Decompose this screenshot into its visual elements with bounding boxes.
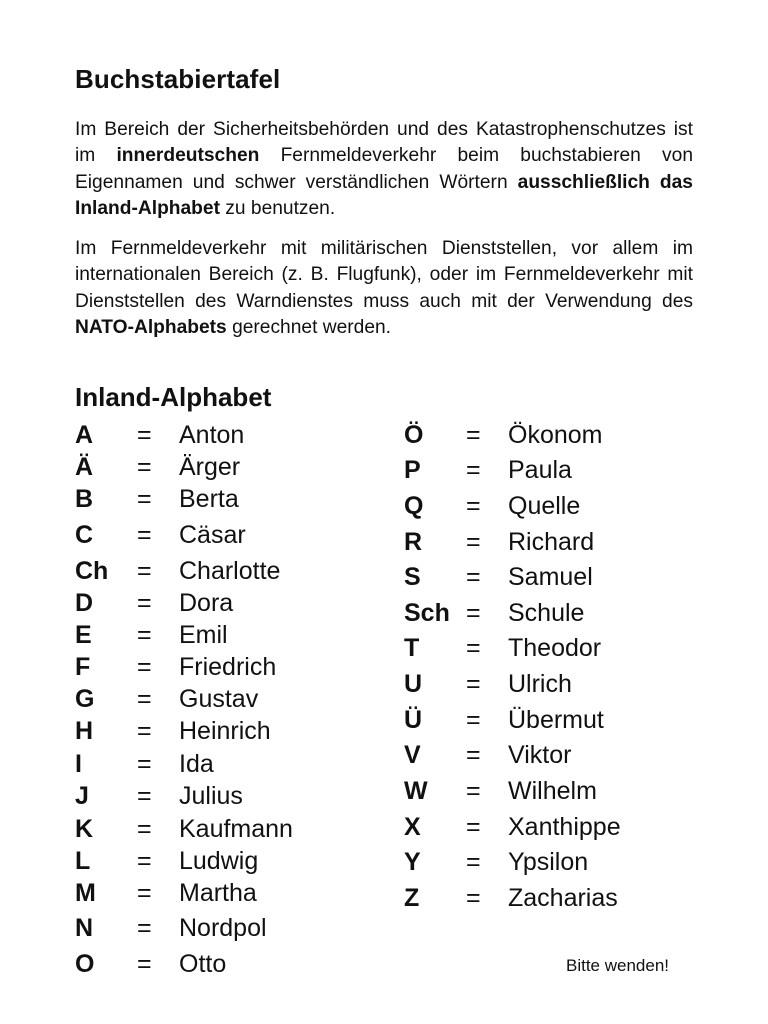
equals-sign: = (466, 599, 481, 627)
alphabet-letter: P (404, 456, 421, 484)
equals-sign: = (137, 421, 152, 449)
alphabet-letter: Ch (75, 557, 109, 585)
alphabet-word: Übermut (508, 706, 604, 734)
paragraph-text: gerechnet werden. (226, 316, 391, 338)
equals-sign: = (466, 634, 481, 662)
alphabet-letter: D (75, 589, 94, 617)
alphabet-letter: J (75, 782, 89, 810)
equals-sign: = (466, 421, 481, 449)
equals-sign: = (137, 879, 152, 907)
equals-sign: = (137, 485, 152, 513)
alphabet-word: Charlotte (179, 557, 281, 585)
equals-sign: = (466, 777, 481, 805)
alphabet-word: Viktor (508, 741, 572, 769)
emphasis-text: innerdeutschen (116, 145, 260, 167)
alphabet-word: Gustav (179, 685, 259, 713)
alphabet-letter: H (75, 717, 94, 745)
equals-sign: = (137, 453, 152, 481)
equals-sign: = (466, 741, 481, 769)
alphabet-word: Martha (179, 879, 257, 907)
equals-sign: = (466, 456, 481, 484)
alphabet-letter: O (75, 950, 95, 978)
equals-sign: = (466, 670, 481, 698)
alphabet-word: Anton (179, 421, 245, 449)
alphabet-letter: X (404, 813, 421, 841)
alphabet-word: Ulrich (508, 670, 572, 698)
alphabet-word: Cäsar (179, 521, 246, 549)
equals-sign: = (137, 557, 152, 585)
alphabet-word: Xanthippe (508, 813, 621, 841)
intro-paragraph-2 (75, 236, 693, 341)
alphabet-letter: T (404, 634, 420, 662)
page-title: Buchstabiertafel (75, 64, 281, 94)
equals-sign: = (137, 782, 152, 810)
alphabet-word: Friedrich (179, 653, 277, 681)
alphabet-letter: C (75, 521, 94, 549)
alphabet-letter: R (404, 528, 423, 556)
alphabet-word: Theodor (508, 634, 602, 662)
alphabet-letter: Ü (404, 706, 423, 734)
alphabet-word: Julius (179, 782, 243, 810)
alphabet-letter: V (404, 741, 421, 769)
equals-sign: = (137, 521, 152, 549)
alphabet-letter: W (404, 777, 428, 805)
alphabet-word: Nordpol (179, 914, 267, 942)
equals-sign: = (137, 685, 152, 713)
equals-sign: = (137, 950, 152, 978)
alphabet-word: Heinrich (179, 717, 271, 745)
alphabet-word: Ida (179, 750, 214, 778)
alphabet-letter: G (75, 685, 95, 713)
alphabet-letter: B (75, 485, 94, 513)
alphabet-letter: I (75, 750, 82, 778)
alphabet-word: Ypsilon (508, 848, 589, 876)
alphabet-letter: F (75, 653, 91, 681)
alphabet-word: Zacharias (508, 884, 618, 912)
section-title-inland-alphabet: Inland-Alphabet (75, 382, 272, 412)
alphabet-letter: Q (404, 492, 424, 520)
alphabet-letter: Z (404, 884, 420, 912)
alphabet-letter: K (75, 815, 94, 843)
intro-paragraph-1 (75, 117, 693, 222)
alphabet-word: Richard (508, 528, 595, 556)
equals-sign: = (466, 563, 481, 591)
alphabet-letter: Ä (75, 453, 94, 481)
equals-sign: = (137, 750, 152, 778)
alphabet-word: Otto (179, 950, 227, 978)
alphabet-letter: Y (404, 848, 421, 876)
equals-sign: = (466, 813, 481, 841)
alphabet-letter: Sch (404, 599, 450, 627)
alphabet-word: Ökonom (508, 421, 603, 449)
alphabet-letter: L (75, 847, 91, 875)
paragraph-text: Im Fernmeldeverkehr mit militärischen Dienststellen, vor allem im internationalen Bereich (z. B. Flugfunk), oder im Fernmeldeverkehr mit Dienststellen des Warndienstes muss auch mit der Verwendung des (75, 238, 693, 312)
emphasis-text: NATO-Alphabets (75, 316, 227, 338)
alphabet-word: Wilhelm (508, 777, 597, 805)
equals-sign: = (137, 621, 152, 649)
alphabet-letter: M (75, 879, 96, 907)
equals-sign: = (466, 528, 481, 556)
emphasis-text: ausschließlich das Inland-Alphabet (75, 171, 693, 219)
equals-sign: = (466, 706, 481, 734)
equals-sign: = (466, 884, 481, 912)
alphabet-word: Emil (179, 621, 228, 649)
alphabet-letter: E (75, 621, 92, 649)
alphabet-word: Samuel (508, 563, 593, 591)
equals-sign: = (466, 848, 481, 876)
equals-sign: = (466, 492, 481, 520)
paragraph-text: Fernmeldeverkehr beim buchstabieren von Eigennamen und schwer verständlichen Wörtern (75, 145, 693, 193)
alphabet-letter: N (75, 914, 94, 942)
equals-sign: = (137, 815, 152, 843)
footer-note: Bitte wenden! (566, 956, 670, 975)
equals-sign: = (137, 653, 152, 681)
alphabet-letter: Ö (404, 421, 424, 449)
equals-sign: = (137, 847, 152, 875)
alphabet-word: Berta (179, 485, 239, 513)
alphabet-word: Ludwig (179, 847, 259, 875)
equals-sign: = (137, 589, 152, 617)
alphabet-word: Quelle (508, 492, 581, 520)
alphabet-word: Paula (508, 456, 572, 484)
alphabet-letter: U (404, 670, 423, 698)
alphabet-word: Kaufmann (179, 815, 293, 843)
paragraph-text: zu benutzen. (219, 197, 336, 219)
alphabet-word: Ärger (179, 453, 241, 481)
alphabet-word: Dora (179, 589, 234, 617)
equals-sign: = (137, 914, 152, 942)
alphabet-letter: S (404, 563, 421, 591)
paragraph-text: Im Bereich der Sicherheitsbehörden und des Katastrophenschutzes ist im (75, 119, 693, 167)
equals-sign: = (137, 717, 152, 745)
alphabet-word: Schule (508, 599, 585, 627)
alphabet-letter: A (75, 421, 94, 449)
